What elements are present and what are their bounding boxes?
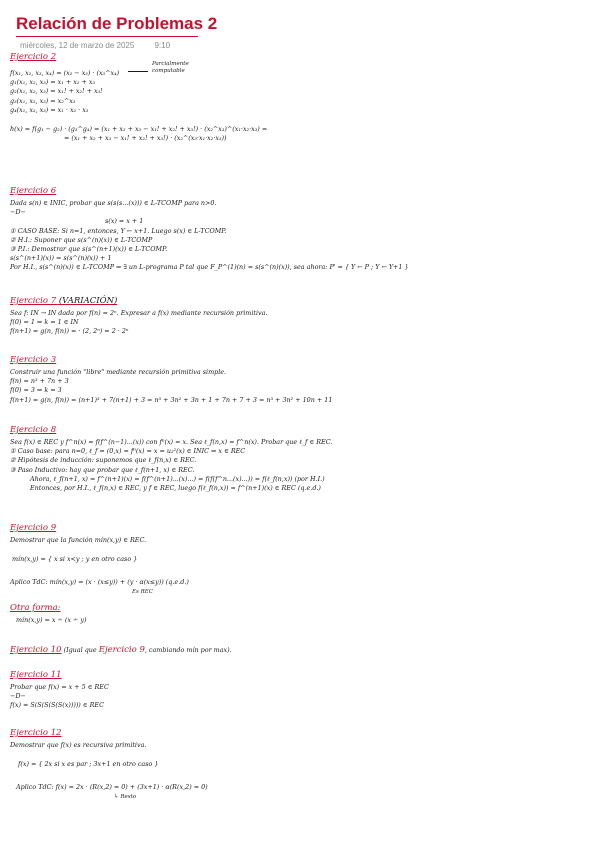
- exercise-2-line-3: g₂(x₁, x₂, x₃) = x₁! + x₂! + x₃!: [10, 87, 103, 96]
- exercise-9: [10, 523, 589, 625]
- exercise-7: [10, 296, 589, 337]
- exercise-2-annotation: Parcialmente computable: [152, 61, 189, 74]
- exercise-2-line-7: = (x₁ + x₂ + x₃ − x₁! + x₂! + x₃!) · (x₂^(x₃·x₁·x₂·x₃)): [64, 134, 227, 143]
- exercise-10-ref: Ejercicio 9: [98, 645, 145, 655]
- exercise-6-line-7: s(s^(n+1)(x)) = s(s^(n)(x)) + 1: [10, 254, 112, 263]
- exercise-3-line-4: f(n+1) = g(n, f(n)) = (n+1)³ + 7(n+1) + 3 = n³ + 3n² + 3n + 1 + 7n + 7 + 3 = n³ + 3n² + 10n + 11: [10, 395, 333, 404]
- exercise-8-line-6: Entonces, por H.I., ℓ_f(n,x) ∈ REC, y f ∈ REC, luego f(ℓ_f(n,x)) = f^(n+1)(x) ∈ REC (q.e.d.): [30, 484, 321, 493]
- exercise-12-line-1: Demostrar que f(x) es recursiva primitiva.: [10, 741, 147, 749]
- exercise-8-line-5: Ahora, ℓ_f(n+1, x) = f^(n+1)(x) = f(f^(n+1)...(x)...) = f(f(f^n...(x)...)) = f(ℓ_f(n,x)) (por H.I.): [30, 474, 325, 483]
- exercise-7-note: (VARIACIÓN): [58, 296, 118, 306]
- exercise-2-heading: Ejercicio 2: [10, 52, 57, 62]
- exercise-9-es-rec: Es REC: [132, 588, 153, 595]
- exercise-12: [10, 728, 589, 802]
- exercise-7-line-1: Sea f: IN → IN dada por f(n) = 2ⁿ. Expresar a f(x) mediante recursión primitiva.: [10, 309, 268, 317]
- exercise-6-line-3: s(x) = x + 1: [105, 217, 144, 226]
- exercise-11-heading: Ejercicio 11: [10, 670, 62, 680]
- exercise-8-line-1: Sea f(x) ∈ REC y f^n(x) = f(f^(n−1)...(x)) con f⁰(x) = x. Sea ℓ_f(n,x) = f^n(x). Probar que ℓ_f ∈ REC.: [10, 438, 333, 446]
- exercise-12-heading: Ejercicio 12: [10, 728, 62, 738]
- exercise-10-line: Ejercicio 10 (Igual que Ejercicio 9, cambiando mín por max).: [10, 645, 232, 655]
- exercise-2-line-4: g₃(x₁, x₂, x₃) = x₂^x₃: [10, 96, 76, 105]
- title-underline: [16, 36, 198, 37]
- exercise-6-heading: Ejercicio 6: [10, 186, 57, 196]
- exercise-3-line-2: f(n) = n³ + 7n + 3: [10, 377, 69, 386]
- exercise-2-line-2: g₁(x₁, x₂, x₃) = x₁ + x₂ + x₃: [10, 78, 96, 87]
- exercise-3-heading: Ejercicio 3: [10, 355, 57, 365]
- exercise-2-line-5: g₄(x₁, x₂, x₃) = x₁ · x₂ · x₃: [10, 105, 89, 114]
- exercise-7-line-2: f(0) = 1 ⇒ k = 1 ∈ IN: [10, 318, 79, 327]
- exercise-12-line-2: f(x) = { 2x si x es par ; 3x+1 en otro caso }: [18, 760, 159, 769]
- exercise-6-line-5: ② H.I.: Suponer que s(s^(n)(x)) ∈ L-TCOMP: [10, 235, 153, 244]
- exercise-11-line-3: f(x) = S(S(S(S(S(x))))) ∈ REC: [10, 701, 104, 710]
- exercise-10: [10, 645, 589, 656]
- exercise-8-line-4: ③ Paso Inductivo: hay que probar que ℓ_f(n+1, x) ∈ REC.: [10, 465, 195, 474]
- exercise-7-heading: Ejercicio 7 (VARIACIÓN): [10, 296, 118, 306]
- exercise-12-resto: ↳ Resto: [114, 793, 137, 800]
- exercise-3-line-3: f(0) = 3 ⇒ k = 3: [10, 386, 62, 395]
- exercise-11-line-2: −D−: [10, 692, 26, 701]
- exercise-6-line-8: Por H.I., s(s^(n)(x)) ∈ L-TCOMP ⇒ ∃ un L-programa P tal que F_P^(1)(n) = s(s^(n)(x)), sea ahora: P' = { Y ← P ; Y ← Y+1 }: [10, 263, 409, 272]
- exercise-2-line-6: h(x) = f(g₁ − g₂) · (g₃^g₄) = (x₁ + x₂ + x₃ − x₁! + x₂! + x₃!) · (x₂^x₃)^(x₁·x₂·x₃) =: [10, 125, 268, 134]
- exercise-9-line-2: mín(x,y) = { x si x<y ; y en otro caso }: [12, 555, 138, 564]
- page-date: miércoles, 12 de marzo de 2025: [20, 41, 135, 50]
- exercise-12-line-3: Aplico TdC: f(x) = 2x · (R(x,2) = 0) + (3x+1) · α(R(x,2) = 0): [16, 783, 208, 792]
- exercise-6: [10, 186, 589, 273]
- exercise-3-line-1: Construir una función "libre" mediante recursión primitiva simple.: [10, 368, 227, 376]
- exercise-11: [10, 670, 589, 711]
- exercise-8-line-3: ② Hipótesis de inducción: suponemos que ℓ_f(n,x) ∈ REC.: [10, 456, 197, 465]
- exercise-8-line-2: ① Caso base: para n=0, ℓ_f = (0,x) = f⁰(x) = x = u₂²(x) ∈ INIC ⇒ x ∈ REC: [10, 447, 246, 456]
- exercise-8: [10, 425, 589, 493]
- exercise-3: [10, 355, 589, 405]
- exercise-2: [10, 52, 589, 143]
- exercise-10-heading: Ejercicio 10: [10, 645, 62, 655]
- exercise-9-alt-heading: Otra forma:: [10, 602, 61, 613]
- exercise-9-line-1: Demostrar que la función mín(x,y) ∈ REC.: [10, 536, 147, 544]
- page-title: Relación de Problemas 2: [16, 14, 218, 33]
- page-time: 9:10: [154, 41, 171, 50]
- exercise-8-heading: Ejercicio 8: [10, 425, 57, 435]
- exercise-6-line-2: −D−: [10, 208, 26, 217]
- exercise-6-line-4: ① CASO BASE: Si n=1, entonces, Y ← x+1. Luego s(x) ∈ L-TCOMP.: [10, 226, 227, 235]
- exercise-7-line-3: f(n+1) = g(n, f(n)) = · (2, 2ⁿ) = 2 · 2ⁿ: [10, 327, 129, 336]
- annotation-arrow: [128, 71, 148, 72]
- exercise-11-line-1: Probar que f(x) = x + 5 ∈ REC: [10, 683, 109, 691]
- page-date-time: [20, 41, 170, 50]
- exercise-6-line-6: ③ P.I.: Demostrar que s(s^(n+1)(x)) ∈ L-TCOMP.: [10, 245, 168, 254]
- exercise-9-heading: Ejercicio 9: [10, 523, 57, 533]
- exercise-6-line-1: Dada s(n) ∈ INIC, probar que s(s(s...(x))) ∈ L-TCOMP para n>0.: [10, 199, 217, 207]
- exercise-2-line-1: f(x₁, x₂, x₃, x₄) = (x₂ − x₃) · (x₃^x₄): [10, 69, 120, 77]
- exercise-9-alt-line: mín(x,y) = x ∸ (x ∸ y): [16, 615, 87, 624]
- exercise-9-line-3: Aplico TdC: mín(x,y) = (x · (x≤y)) + (y · α(x≤y)) (q.e.d.): [10, 578, 189, 587]
